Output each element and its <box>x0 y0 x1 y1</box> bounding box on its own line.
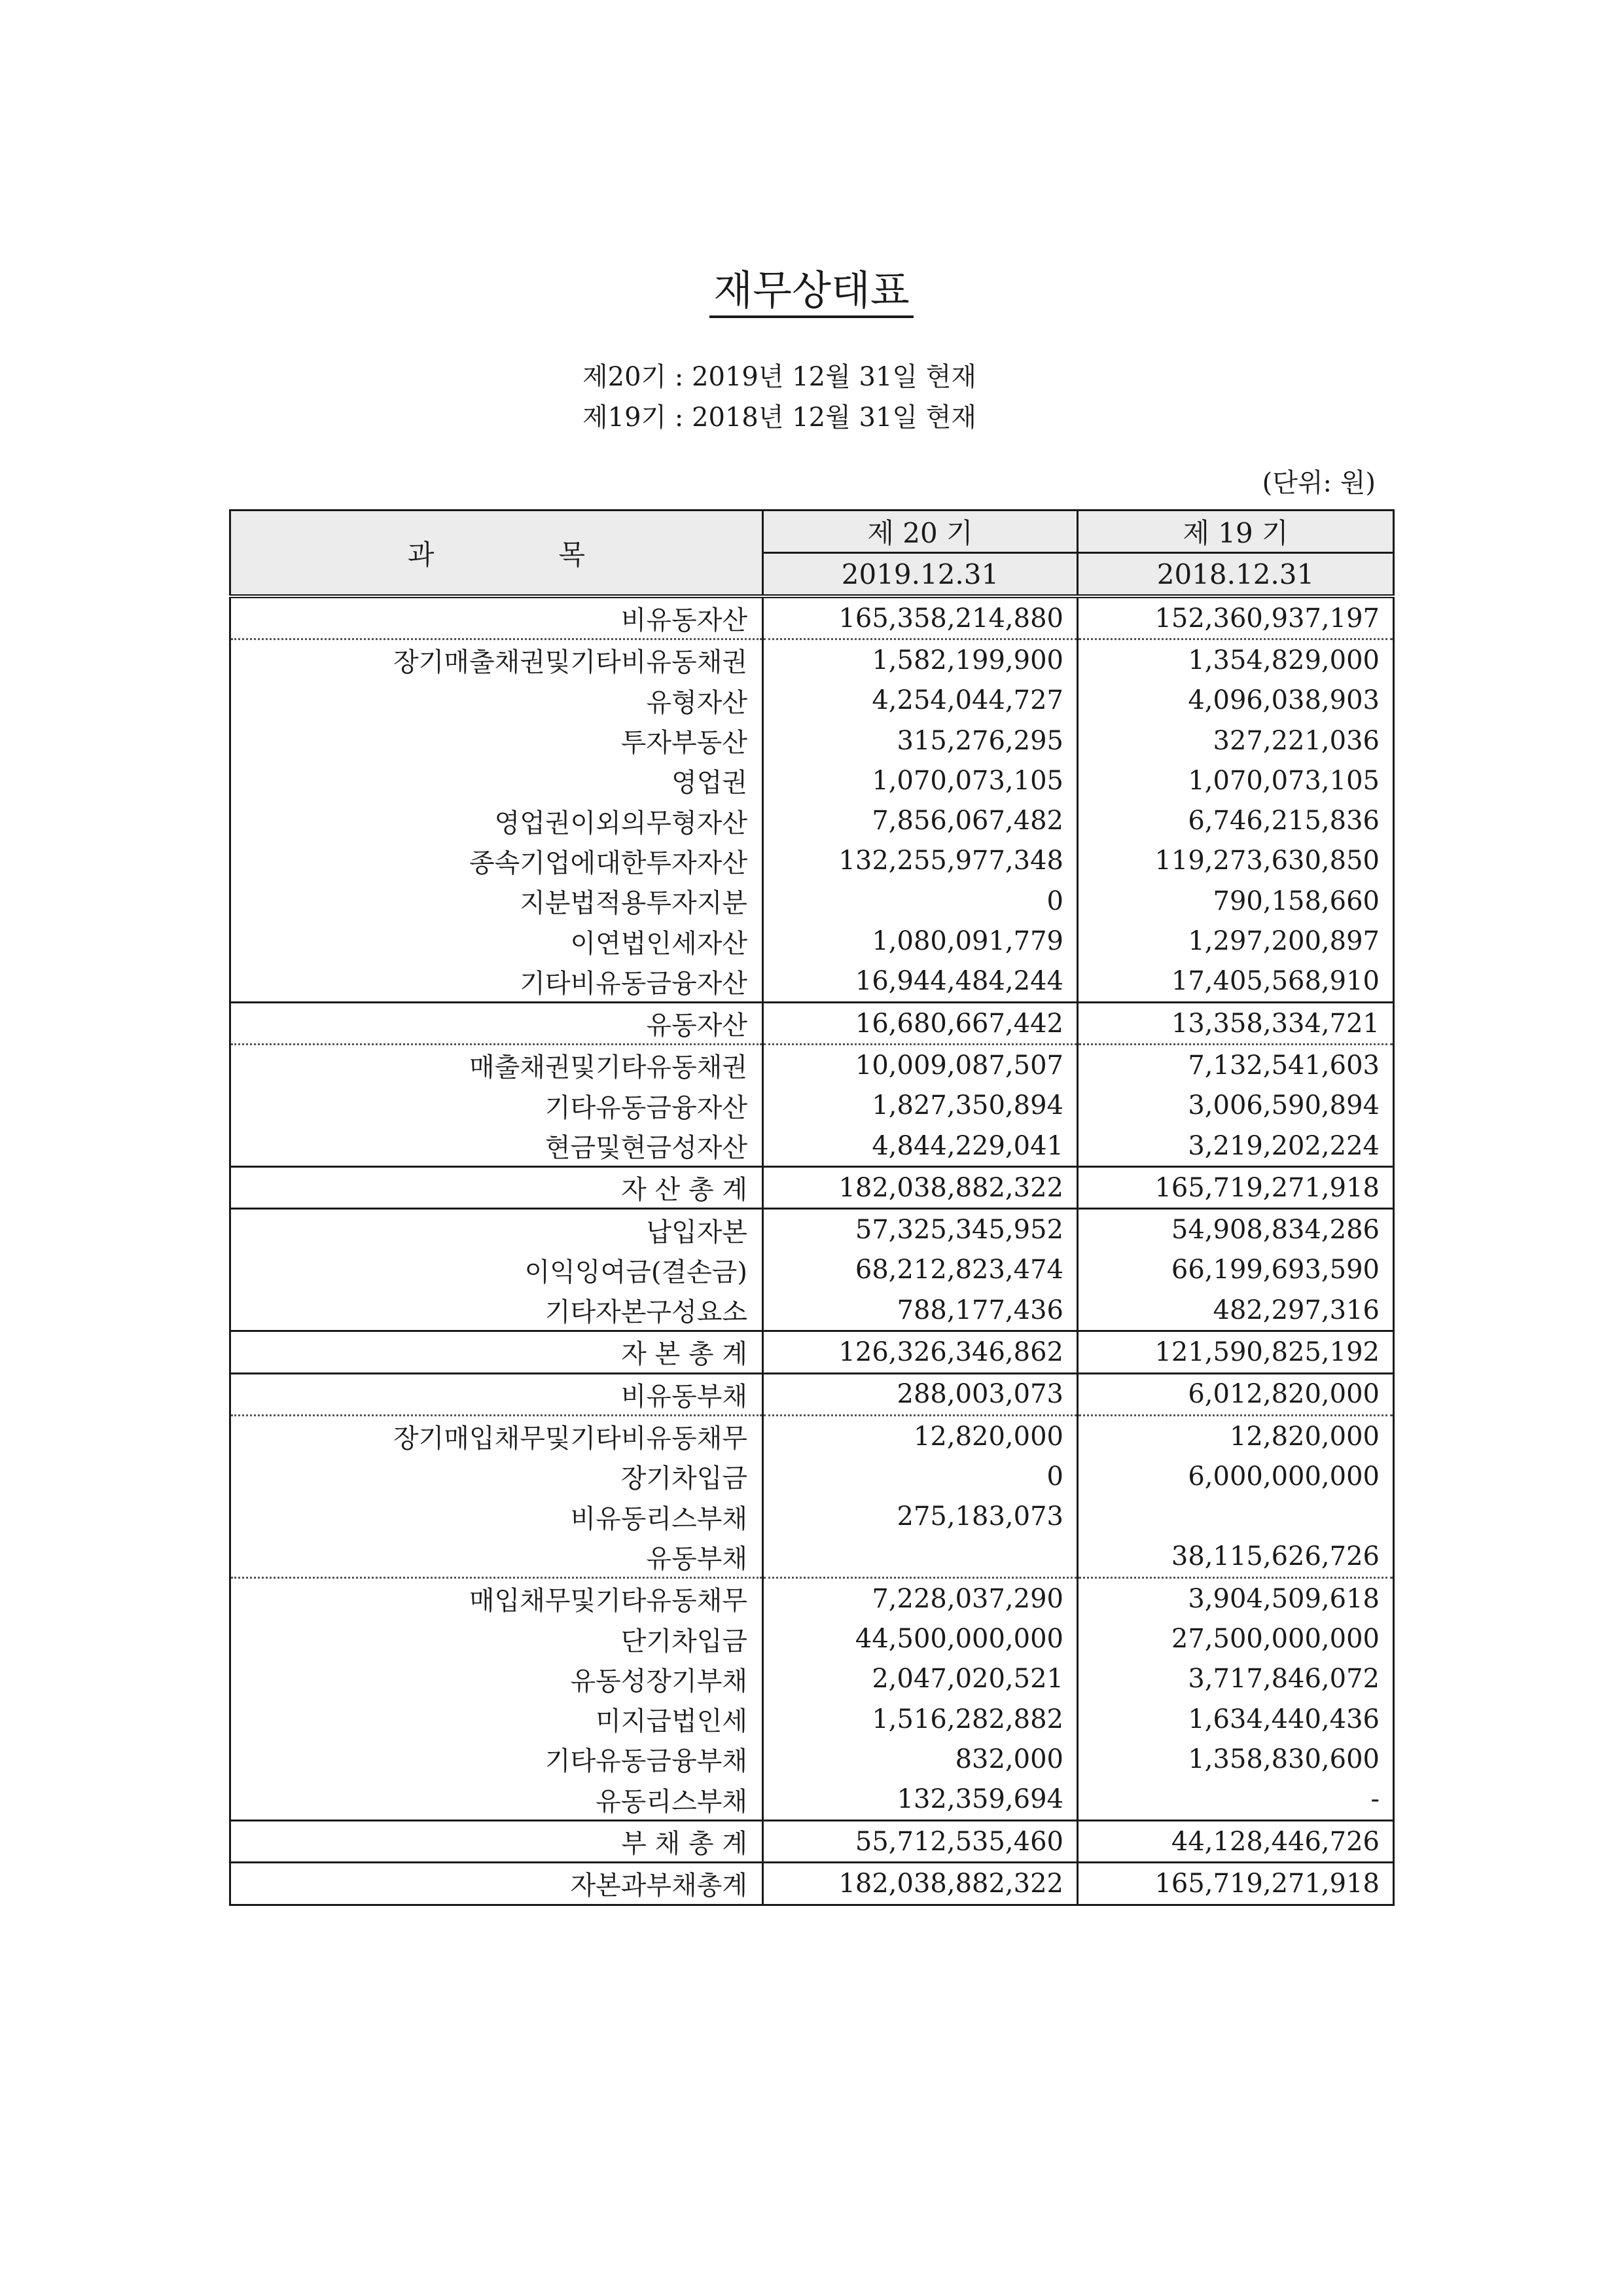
row-label: 비유동자산 <box>230 596 763 639</box>
row-prior: 3,219,202,224 <box>1078 1126 1394 1167</box>
unit-label: (단위: 원) <box>1262 468 1376 498</box>
row-current: 2,047,020,521 <box>763 1659 1078 1699</box>
row-prior: 38,115,626,726 <box>1078 1537 1394 1578</box>
row-prior: 54,908,834,286 <box>1078 1209 1394 1250</box>
prior-period-header: 제 19 기 <box>1078 511 1394 553</box>
row-prior: - <box>1078 1780 1394 1821</box>
total-equity-label: 자 본 총 계 <box>230 1331 763 1373</box>
prior-date-header: 2018.12.31 <box>1078 553 1394 597</box>
row-label: 지분법적용투자지분 <box>230 881 763 921</box>
row-current: 44,500,000,000 <box>763 1619 1078 1659</box>
row-current: 288,003,073 <box>763 1373 1078 1415</box>
balance-sheet-table <box>229 509 1395 1906</box>
row-prior: 3,904,509,618 <box>1078 1578 1394 1619</box>
current-period-header: 제 20 기 <box>763 511 1078 553</box>
row-prior: 6,000,000,000 <box>1078 1456 1394 1496</box>
subject-header <box>230 511 763 597</box>
row-label: 기타유동금융자산 <box>230 1086 763 1126</box>
row-prior: 66,199,693,590 <box>1078 1250 1394 1290</box>
subject-header-right: 목 <box>558 538 586 571</box>
row-prior: 119,273,630,850 <box>1078 841 1394 881</box>
row-label: 비유동부채 <box>230 1373 763 1415</box>
row-prior: 152,360,937,197 <box>1078 596 1394 639</box>
row-prior: 1,358,830,600 <box>1078 1739 1394 1779</box>
row-current: 182,038,882,322 <box>763 1167 1078 1209</box>
total-equity-and-liabilities-label: 자본과부채총계 <box>230 1863 763 1905</box>
row-current: 275,183,073 <box>763 1497 1078 1537</box>
row-current: 1,582,199,900 <box>763 639 1078 681</box>
period-prior: 제19기 : 2018년 12월 31일 현재 <box>582 403 977 433</box>
row-prior <box>1078 1497 1394 1537</box>
subject-header-left: 과 <box>407 538 435 571</box>
row-label: 장기매출채권및기타비유동채권 <box>230 639 763 681</box>
row-current: 1,070,073,105 <box>763 761 1078 800</box>
row-label: 기타비유동금융자산 <box>230 961 763 1003</box>
total-assets-label: 자 산 총 계 <box>230 1167 763 1209</box>
row-current: 68,212,823,474 <box>763 1250 1078 1290</box>
row-label: 유동부채 <box>230 1537 763 1578</box>
row-label: 투자부동산 <box>230 721 763 761</box>
row-prior: 17,405,568,910 <box>1078 961 1394 1003</box>
total-liabilities-label: 부 채 총 계 <box>230 1820 763 1862</box>
row-prior: 1,634,440,436 <box>1078 1699 1394 1739</box>
row-label: 유동성장기부채 <box>230 1659 763 1699</box>
page-title <box>0 264 1623 318</box>
row-prior: 3,717,846,072 <box>1078 1659 1394 1699</box>
row-current: 16,944,484,244 <box>763 961 1078 1003</box>
row-prior: 13,358,334,721 <box>1078 1002 1394 1044</box>
row-label: 유형자산 <box>230 681 763 721</box>
row-label: 이연법인세자산 <box>230 921 763 961</box>
row-current: 16,680,667,442 <box>763 1002 1078 1044</box>
row-prior: 4,096,038,903 <box>1078 681 1394 721</box>
row-label: 기타자본구성요소 <box>230 1290 763 1331</box>
row-label: 이익잉여금(결손금) <box>230 1250 763 1290</box>
row-current: 12,820,000 <box>763 1415 1078 1456</box>
row-prior: 327,221,036 <box>1078 721 1394 761</box>
row-label: 미지급법인세 <box>230 1699 763 1739</box>
row-label: 종속기업에대한투자자산 <box>230 841 763 881</box>
row-prior: 165,719,271,918 <box>1078 1863 1394 1905</box>
row-current: 4,844,229,041 <box>763 1126 1078 1167</box>
row-current: 1,080,091,779 <box>763 921 1078 961</box>
row-prior: 27,500,000,000 <box>1078 1619 1394 1659</box>
row-prior: 44,128,446,726 <box>1078 1820 1394 1862</box>
row-current: 55,712,535,460 <box>763 1820 1078 1862</box>
row-prior: 6,746,215,836 <box>1078 800 1394 840</box>
row-label: 장기매입채무및기타비유동채무 <box>230 1415 763 1456</box>
row-current: 165,358,214,880 <box>763 596 1078 639</box>
row-current: 832,000 <box>763 1739 1078 1779</box>
row-prior: 121,590,825,192 <box>1078 1331 1394 1373</box>
row-label: 단기차입금 <box>230 1619 763 1659</box>
row-prior: 165,719,271,918 <box>1078 1167 1394 1209</box>
row-current: 132,255,977,348 <box>763 841 1078 881</box>
row-prior: 6,012,820,000 <box>1078 1373 1394 1415</box>
row-current <box>763 1537 1078 1578</box>
row-current: 7,228,037,290 <box>763 1578 1078 1619</box>
row-current: 182,038,882,322 <box>763 1863 1078 1905</box>
row-prior: 1,070,073,105 <box>1078 761 1394 800</box>
row-prior: 3,006,590,894 <box>1078 1086 1394 1126</box>
period-current: 제20기 : 2019년 12월 31일 현재 <box>582 362 977 392</box>
row-current: 1,827,350,894 <box>763 1086 1078 1126</box>
row-label: 매입채무및기타유동채무 <box>230 1578 763 1619</box>
row-current: 315,276,295 <box>763 721 1078 761</box>
row-label: 유동자산 <box>230 1002 763 1044</box>
row-prior: 1,354,829,000 <box>1078 639 1394 681</box>
row-prior: 482,297,316 <box>1078 1290 1394 1331</box>
row-current: 10,009,087,507 <box>763 1045 1078 1086</box>
row-current: 57,325,345,952 <box>763 1209 1078 1250</box>
row-current: 0 <box>763 1456 1078 1496</box>
row-label: 현금및현금성자산 <box>230 1126 763 1167</box>
row-prior: 1,297,200,897 <box>1078 921 1394 961</box>
row-label: 장기차입금 <box>230 1456 763 1496</box>
row-prior: 12,820,000 <box>1078 1415 1394 1456</box>
row-current: 7,856,067,482 <box>763 800 1078 840</box>
row-label: 영업권이외의무형자산 <box>230 800 763 840</box>
row-prior: 7,132,541,603 <box>1078 1045 1394 1086</box>
row-label: 유동리스부채 <box>230 1780 763 1821</box>
title-text: 재무상태표 <box>709 266 913 318</box>
row-current: 0 <box>763 881 1078 921</box>
row-current: 126,326,346,862 <box>763 1331 1078 1373</box>
row-prior: 790,158,660 <box>1078 881 1394 921</box>
row-current: 788,177,436 <box>763 1290 1078 1331</box>
row-label: 납입자본 <box>230 1209 763 1250</box>
row-current: 132,359,694 <box>763 1780 1078 1821</box>
row-label: 기타유동금융부채 <box>230 1739 763 1779</box>
row-label: 매출채권및기타유동채권 <box>230 1045 763 1086</box>
current-date-header: 2019.12.31 <box>763 553 1078 597</box>
row-label: 비유동리스부채 <box>230 1497 763 1537</box>
row-current: 1,516,282,882 <box>763 1699 1078 1739</box>
row-current: 4,254,044,727 <box>763 681 1078 721</box>
row-label: 영업권 <box>230 761 763 800</box>
